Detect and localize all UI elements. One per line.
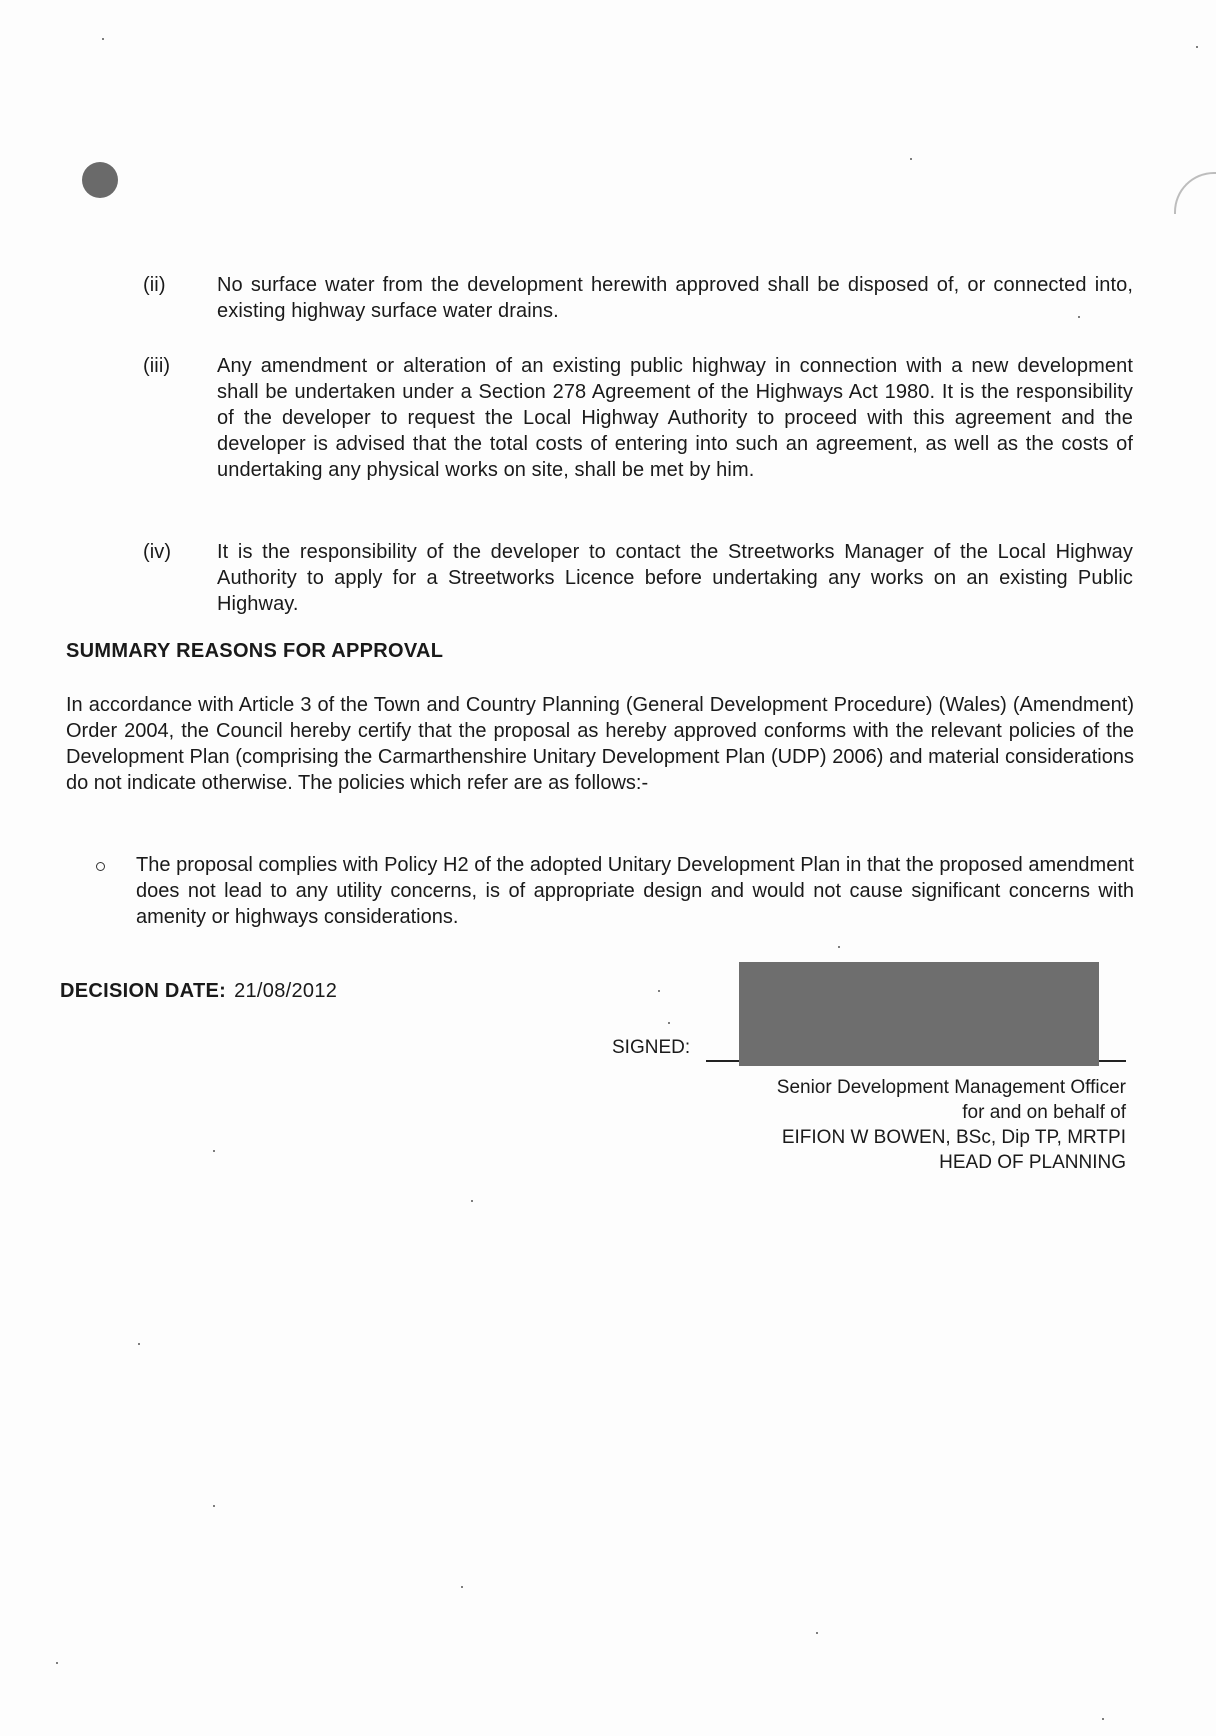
scan-speck xyxy=(102,38,104,40)
condition-text: Any amendment or alteration of an existing public highway in connection with a new development shall be undertaken under a Section 278 Agreement of the Highways Act 1980. It is the responsibility of the developer to request the Local Highway Authority to proceed with this agreement and the developer is advised that the total costs of entering into such an agreement, as well as the costs of undertaking any physical works on site, shall be met by him. xyxy=(217,355,1133,481)
condition-ii xyxy=(143,272,1133,324)
condition-number: (iv) xyxy=(143,541,172,563)
page-corner-curl xyxy=(1174,172,1216,214)
scan-speck xyxy=(213,1505,215,1507)
summary-bullet-item xyxy=(96,852,1134,930)
redacted-signature xyxy=(739,962,1099,1066)
scan-speck xyxy=(213,1150,215,1152)
condition-iii xyxy=(143,353,1133,483)
scan-speck xyxy=(910,158,912,160)
scan-speck xyxy=(668,1022,670,1024)
scan-speck xyxy=(56,1662,58,1664)
decision-date-label: DECISION DATE: xyxy=(60,980,227,1002)
decision-date-value: 21/08/2012 xyxy=(234,980,338,1002)
summary-heading: SUMMARY REASONS FOR APPROVAL xyxy=(66,640,444,662)
scan-speck xyxy=(1196,46,1198,48)
punch-hole-mark xyxy=(82,162,118,198)
signed-label: SIGNED: xyxy=(612,1037,691,1058)
condition-number: (ii) xyxy=(143,274,166,296)
signatory-behalf: for and on behalf of xyxy=(962,1102,1126,1123)
scan-speck xyxy=(461,1586,463,1588)
signatory-block xyxy=(626,1075,1126,1175)
bullet-icon xyxy=(96,862,105,871)
signatory-name: EIFION W BOWEN, BSc, Dip TP, MRTPI xyxy=(781,1127,1126,1148)
scan-speck xyxy=(471,1200,473,1202)
condition-iv xyxy=(143,539,1133,617)
scan-speck xyxy=(658,990,660,992)
scan-speck xyxy=(138,1343,140,1345)
scan-speck xyxy=(838,946,840,948)
condition-text: No surface water from the development herewith approved shall be disposed of, or connected into, existing highway surface water drains. xyxy=(217,274,1133,322)
scan-speck xyxy=(816,1632,818,1634)
summary-paragraph: In accordance with Article 3 of the Town and Country Planning (General Development Procedure) (Wales) (Amendment) Order 2004, the Council hereby certify that the proposal as hereby approved conforms with the relevant policies of the Development Plan (comprising the Carmarthenshire Unitary Development Plan (UDP) 2006) and material considerations do not indicate otherwise. The policies which refer are as follows:- xyxy=(66,694,1134,794)
condition-number: (iii) xyxy=(143,355,171,377)
bullet-text: The proposal complies with Policy H2 of the adopted Unitary Development Plan in that the proposed amendment does not lead to any utility concerns, is of appropriate design and would not cause significant concerns with amenity or highways considerations. xyxy=(136,854,1134,928)
decision-date xyxy=(60,980,337,1003)
scan-speck xyxy=(1102,1718,1104,1720)
signatory-role: Senior Development Management Officer xyxy=(776,1077,1126,1098)
signatory-title: HEAD OF PLANNING xyxy=(939,1152,1126,1173)
condition-text: It is the responsibility of the developer to contact the Streetworks Manager of the Local Highway Authority to apply for a Streetworks Licence before undertaking any works on an existing Public Highway. xyxy=(217,541,1133,615)
